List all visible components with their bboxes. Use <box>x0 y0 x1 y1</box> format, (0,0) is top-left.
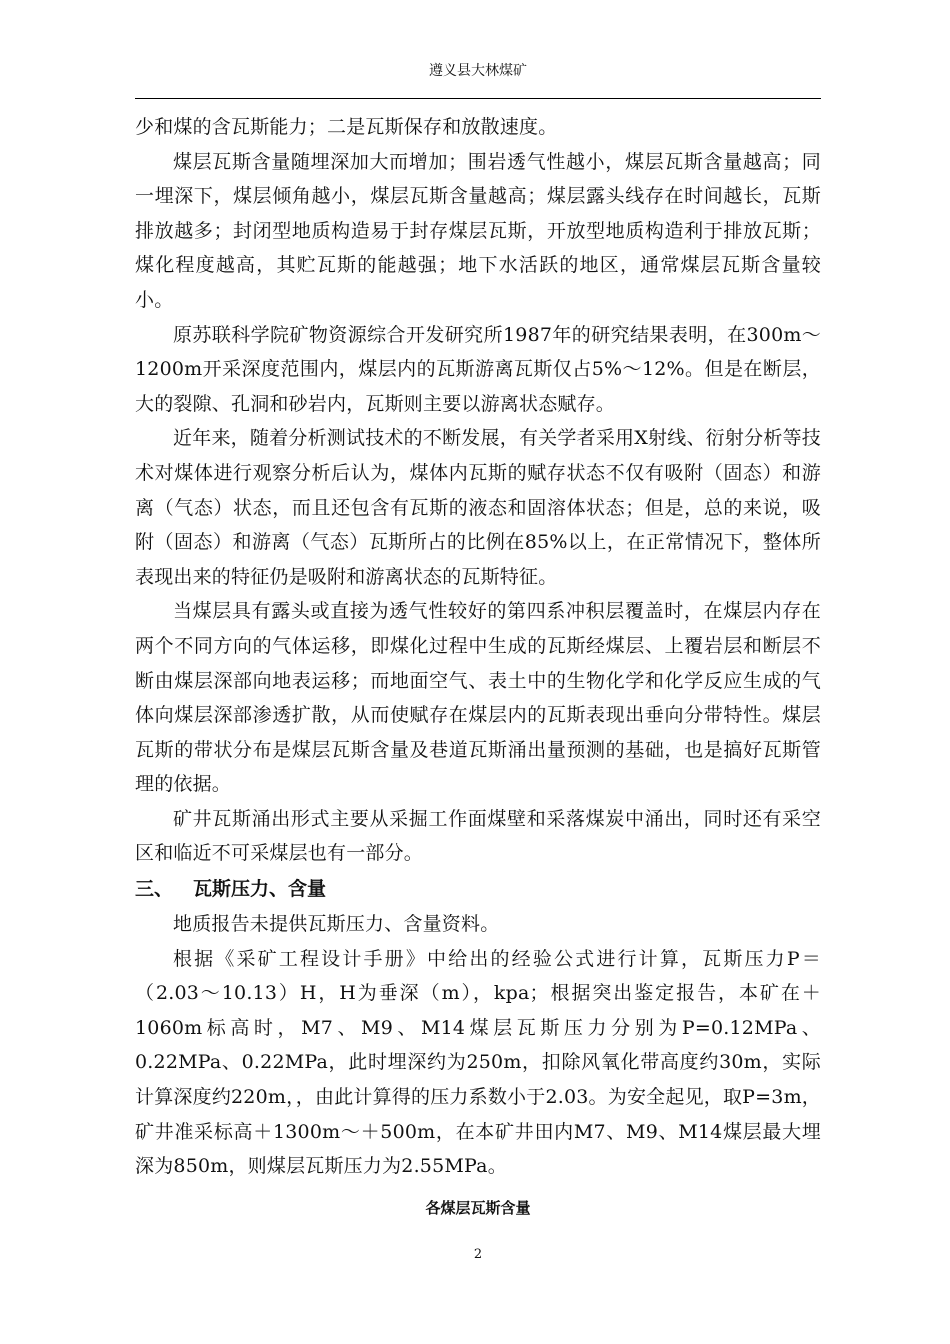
page-number: 2 <box>473 1247 483 1262</box>
section-number: 三、 <box>135 878 174 901</box>
page-body <box>135 110 821 1184</box>
section-heading <box>135 871 821 907</box>
page-header: 遵义县大林煤矿 <box>429 63 527 79</box>
paragraph-continuation: 少和煤的含瓦斯能力；二是瓦斯保存和放散速度。 <box>135 116 558 138</box>
paragraph-gas-occurrence-state: 近年来，随着分析测试技术的不断发展，有关学者采用X射线、衍射分析等技术对煤体进行观察分析后认为，煤体内瓦斯的赋存状态不仅有吸附（固态）和游离（气态）状态，而且还包含有瓦斯的液态和固溶体状态；但是，总的来说，吸附（固态）和游离（气态）瓦斯所占的比例在85%以上，在正常情况下，整体所表现出来的特征仍是吸附和游离状态的瓦斯特征。 <box>135 427 821 588</box>
paragraph-gas-content-factors: 煤层瓦斯含量随埋深加大而增加；围岩透气性越小，煤层瓦斯含量越高；同一埋深下，煤层倾角越小，煤层瓦斯含量越高；煤层露头线存在时间越长，瓦斯排放越多；封闭型地质构造易于封存煤层瓦斯，开放型地质构造利于排放瓦斯；煤化程度越高，其贮瓦斯的能越强；地下水活跃的地区，通常煤层瓦斯含量较小。 <box>135 150 821 311</box>
paragraph-no-data: 地质报告未提供瓦斯压力、含量资料。 <box>173 913 500 936</box>
paragraph-pressure-calculation: 根据《采矿工程设计手册》中给出的经验公式进行计算，瓦斯压力P＝（2.03～10.13）H，H为垂深（m），kpa；根据突出鉴定报告，本矿在＋1060m标高时，M7、M9、M14煤层瓦斯压力分别为P=0.12MPa、0.22MPa、0.22MPa，此时埋深约为250m，扣除风氧化带高度约30m，实际计算深度约220m，，由此计算得的压力系数小于2.03。为安全起见，取P=3m，矿井准采标高＋1300m～＋500m，在本矿井田内M7、M9、M14煤层最大埋深为850m，则煤层瓦斯压力为2.55MPa。 <box>135 947 821 1178</box>
paragraph-vertical-zoning: 当煤层具有露头或直接为透气性较好的第四系冲积层覆盖时，在煤层内存在两个不同方向的气体运移，即煤化过程中生成的瓦斯经煤层、上覆岩层和断层不断由煤层深部向地表运移；而地面空气、表土中的生物化学和化学反应生成的气体向煤层深部渗透扩散，从而使赋存在煤层内的瓦斯表现出垂向分带特性。煤层瓦斯的带状分布是煤层瓦斯含量及巷道瓦斯涌出量预测的基础，也是搞好瓦斯管理的依据。 <box>135 600 821 796</box>
header-divider <box>135 98 821 99</box>
section-title: 瓦斯压力、含量 <box>193 878 327 901</box>
paragraph-gas-emission-form: 矿井瓦斯涌出形式主要从采掘工作面煤壁和采落煤炭中涌出，同时还有采空区和临近不可采煤层也有一部分。 <box>135 807 821 865</box>
paragraph-soviet-research: 原苏联科学院矿物资源综合开发研究所1987年的研究结果表明，在300m～1200m开采深度范围内，煤层内的瓦斯游离瓦斯仅占5%～12%。但是在断层，大的裂隙、孔洞和砂岩内，瓦斯则主要以游离状态赋存。 <box>135 323 821 415</box>
table-title: 各煤层瓦斯含量 <box>425 1199 531 1217</box>
